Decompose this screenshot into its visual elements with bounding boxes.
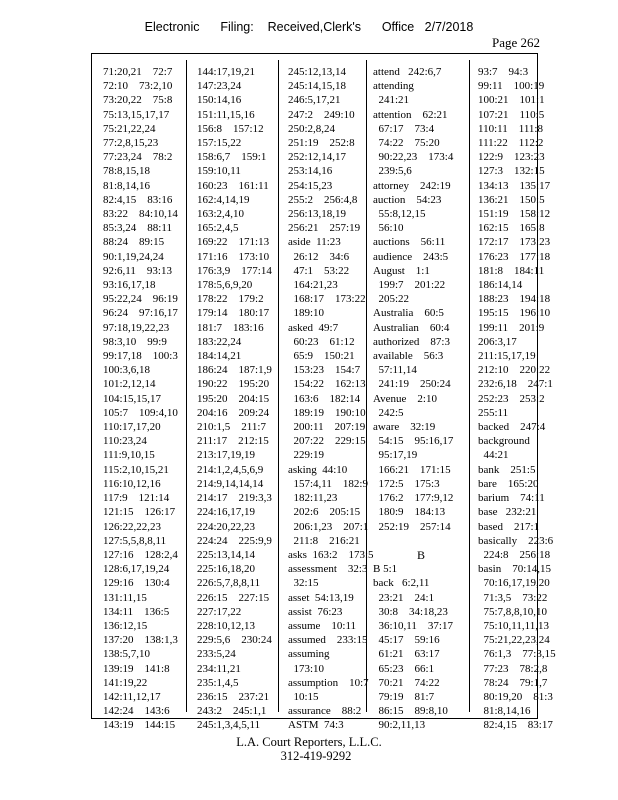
index-entry: 80:19,20 81:3 (478, 690, 553, 703)
index-entry: 90:2,11,13 (373, 719, 426, 732)
index-entry: 213:17,19,19 (197, 449, 256, 462)
index-entry: assessment 32:3 (288, 563, 368, 576)
index-entry: 206:1,23 207:1 (288, 520, 369, 533)
index-entry: 179:14 180:17 (197, 307, 270, 320)
index-entry: 186:14,14 (478, 279, 523, 292)
index-column-5 (478, 65, 556, 732)
index-entry: 211:15,17,19 (478, 350, 536, 363)
index-entry: 81:8,14,16 (103, 179, 151, 192)
index-entry: 110:17,17,20 (103, 421, 161, 434)
column-divider (278, 60, 279, 712)
index-entry: 189:10 (288, 307, 325, 320)
index-entry: 55:8,12,15 (373, 208, 426, 221)
index-entry: 36:10,11 37:17 (373, 619, 453, 632)
index-entry: 110:23,24 (103, 435, 147, 448)
index-entry: based 217:1 (478, 520, 540, 533)
index-entry: 54:15 95:16,17 (373, 435, 454, 448)
index-entry: asking 44:10 (288, 463, 348, 476)
index-column-1 (103, 65, 183, 732)
index-column-4 (373, 65, 469, 732)
index-entry: 76:1,3 77:3,15 (478, 648, 556, 661)
index-entry: 57:11,14 (373, 364, 417, 377)
index-entry: 178:5,6,9,20 (197, 279, 253, 292)
index-entry: 44:21 (478, 449, 509, 462)
index-entry: 99:11 100:19 (478, 80, 545, 93)
index-entry: 245:12,13,14 (288, 66, 347, 78)
index-entry: 206:3,17 (478, 335, 517, 348)
index-entry: 172:17 173:23 (478, 236, 551, 249)
index-entry: 157:4,11 182:9 (288, 477, 368, 490)
index-entry: 142:24 143:6 (103, 705, 170, 718)
index-entry: 172:5 175:3 (373, 477, 440, 490)
index-column-2 (197, 65, 277, 732)
footer (0, 735, 618, 763)
index-entry: available 56:3 (373, 350, 444, 363)
index-entry: 214:9,14,14,14 (197, 477, 264, 490)
index-entry: 207:22 229:15 (288, 435, 366, 448)
index-entry: 225:13,14,14 (197, 548, 256, 561)
index-entry: 168:17 173:22 (288, 293, 366, 306)
index-entry: 245:1,3,4,5,11 (197, 719, 261, 732)
index-entry: 224:24 225:9,9 (197, 534, 272, 547)
index-entry: 184:14,21 (197, 350, 242, 363)
index-entry: 232:6,18 247:1 (478, 378, 553, 391)
index-entry: background (478, 435, 530, 448)
index-entry: 245:14,15,18 (288, 80, 347, 93)
index-entry: 47:1 53:22 (288, 264, 350, 277)
index-entry: audience 243:5 (373, 250, 449, 263)
index-entry: 77:23,24 78:2 (103, 151, 173, 164)
index-entry: 71:3,5 73:22 (478, 591, 548, 604)
index-entry: 157:15,22 (197, 137, 242, 150)
index-entry: 241:19 250:24 (373, 378, 451, 391)
index-entry: 242:5 (373, 406, 404, 419)
index-entry: B (416, 547, 425, 562)
index-entry: 143:19 144:15 (103, 719, 176, 732)
index-entry: 136:12,15 (103, 619, 148, 632)
index-entry: 78:24 79:1,7 (478, 676, 548, 689)
index-entry: 81:8,14,16 (478, 705, 531, 718)
index-entry: 86:15 89:8,10 (373, 705, 448, 718)
index-entry: 72:10 73:2,10 (103, 80, 173, 93)
index-entry: assurance 88:2 (288, 705, 362, 718)
index-entry: 176:3,9 177:14 (197, 264, 272, 277)
index-entry: asset 54:13,19 (288, 591, 354, 604)
index-entry: 224:20,22,23 (197, 520, 256, 533)
index-entry: attend 242:6,7 (373, 66, 442, 78)
index-entry: 236:15 237:21 (197, 690, 270, 703)
index-entry: 115:2,10,15,21 (103, 463, 169, 476)
index-entry: Avenue 2:10 (373, 392, 437, 405)
index-entry: 195:20 204:15 (197, 392, 270, 405)
index-entry: 122:9 123:23 (478, 151, 545, 164)
index-entry: 82:4,15 83:16 (103, 193, 173, 206)
column-divider (469, 60, 470, 712)
index-entry: 163:6 182:14 (288, 392, 361, 405)
index-entry: 74:22 75:20 (373, 137, 440, 150)
index-entry (373, 534, 469, 548)
index-entry: 205:22 (373, 293, 410, 306)
index-entry: 241:21 (373, 94, 410, 107)
index-entry: 158:6,7 159:1 (197, 151, 267, 164)
index-entry: 79:19 81:7 (373, 690, 435, 703)
index-entry: 144:17,19,21 (197, 66, 256, 78)
index-entry: 99:17,18 100:3 (103, 350, 178, 363)
index-entry: 85:3,24 88:11 (103, 222, 172, 235)
index-entry: asks 163:2 173:5 (288, 548, 374, 561)
index-entry: 61:21 63:17 (373, 648, 440, 661)
index-entry: 93:16,17,18 (103, 279, 156, 292)
index-entry: assume 10:11 (288, 619, 357, 632)
index-entry: aside 11:23 (288, 236, 341, 249)
index-entry: 92:6,11 93:13 (103, 264, 172, 277)
column-divider (366, 60, 367, 712)
index-entry: basically 223:6 (478, 534, 554, 547)
index-entry: 111:9,10,15 (103, 449, 155, 462)
index-entry: asked 49:7 (288, 321, 339, 334)
index-entry: 45:17 59:16 (373, 634, 440, 647)
index-entry: 190:22 195:20 (197, 378, 270, 391)
index-entry: 60:23 61:12 (288, 335, 355, 348)
index-entry: 70:16,17,19,20 (478, 577, 550, 590)
index-entry: 65:9 150:21 (288, 350, 355, 363)
index-entry: 235:1,4,5 (197, 676, 239, 689)
index-entry: 88:24 89:15 (103, 236, 165, 249)
index-entry: 159:10,11 (197, 165, 241, 178)
index-entry: 169:22 171:13 (197, 236, 270, 249)
column-divider (186, 60, 187, 712)
index-entry: attention 62:21 (373, 108, 448, 121)
index-entry: 26:12 34:6 (288, 250, 350, 263)
index-entry: 199:11 201:9 (478, 321, 545, 334)
index-entry: 127:3 132:15 (478, 165, 545, 178)
index-entry: 136:21 150:5 (478, 193, 545, 206)
index-entry: 142:11,12,17 (103, 690, 161, 703)
index-entry: 153:23 154:7 (288, 364, 361, 377)
index-entry: 225:16,18,20 (197, 563, 256, 576)
index-entry: 165:2,4,5 (197, 222, 239, 235)
index-entry: 127:16 128:2,4 (103, 548, 178, 561)
index-entry: 126:22,22,23 (103, 520, 162, 533)
index-entry: 129:16 130:4 (103, 577, 170, 590)
index-entry: 176:2 177:9,12 (373, 492, 454, 505)
index-entry: 173:10 (288, 662, 325, 675)
index-box (91, 53, 556, 732)
index-entry: 77:23 78:2,8 (478, 662, 548, 675)
index-entry: 224:16,17,19 (197, 506, 256, 519)
index-entry: 100:21 101:1 (478, 94, 545, 107)
index-entry: 154:22 162:13 (288, 378, 366, 391)
index-entry: 189:19 190:10 (288, 406, 366, 419)
index-entry: 181:8 184:11 (478, 264, 545, 277)
index-entry: 164:21,23 (288, 279, 338, 292)
index-entry: 151:19 158:12 (478, 208, 551, 221)
index-entry: 134:11 136:5 (103, 605, 170, 618)
index-entry: 82:4,15 83:17 (478, 719, 553, 732)
index-entry: 75:21,22,23,24 (478, 634, 550, 647)
index-entry: assuming (288, 648, 330, 661)
index-entry: bank 251:5 (478, 463, 536, 476)
index-entry: B 5:1 (373, 563, 398, 576)
page-number: Page 262 (492, 35, 541, 50)
index-entry: backed 247:4 (478, 421, 546, 434)
index-entry: 250:2,8,24 (288, 122, 336, 135)
index-entry: 255:11 (478, 406, 509, 419)
index-entry: 234:11,21 (197, 662, 241, 675)
index-entry: 134:13 135:17 (478, 179, 551, 192)
index-entry: 227:17,22 (197, 605, 242, 618)
index-entry: 252:19 257:14 (373, 520, 451, 533)
index-entry: 229:5,6 230:24 (197, 634, 272, 647)
index-entry: 156:8 157:12 (197, 122, 264, 135)
index-entry: August 1:1 (373, 264, 430, 277)
index-entry: 247:2 249:10 (288, 108, 355, 121)
index-entry: 239:5,6 (373, 165, 412, 178)
index-entry: 97:18,19,22,23 (103, 321, 170, 334)
index-entry: 178:22 179:2 (197, 293, 264, 306)
index-entry: 117:9 121:14 (103, 492, 170, 505)
index-entry: 100:3,6,18 (103, 364, 151, 377)
index-entry: 211:17 212:15 (197, 435, 269, 448)
index-entry: 252:12,14,17 (288, 151, 347, 164)
index-entry: 252:23 253:2 (478, 392, 545, 405)
index-entry: 224:8 256:18 (478, 548, 551, 561)
index-entry: 180:9 184:13 (373, 506, 446, 519)
index-entry: 104:15,15,17 (103, 392, 162, 405)
index-entry: 226:15 227:15 (197, 591, 270, 604)
index-entry: 214:17 219:3,3 (197, 492, 272, 505)
index-entry: 211:8 216:21 (288, 534, 360, 547)
index-entry: 229:19 (288, 449, 325, 462)
index-entry: 128:6,17,19,24 (103, 563, 170, 576)
index-entry: 110:11 111:8 (478, 122, 543, 135)
index-entry: 75:10,11,11,13 (478, 619, 549, 632)
index-entry: bare 165:20 (478, 477, 539, 490)
index-entry: 121:15 126:17 (103, 506, 176, 519)
index-entry: 199:7 201:22 (373, 279, 446, 292)
index-entry: 65:23 66:1 (373, 662, 435, 675)
index-entry: assist 76:23 (288, 605, 343, 618)
index-entry: 71:20,21 72:7 (103, 66, 173, 78)
index-entry: ASTM 74:3 (288, 719, 344, 732)
index-entry: 210:1,5 211:7 (197, 421, 266, 434)
index-entry: auctions 56:11 (373, 236, 446, 249)
index-entry: 67:17 73:4 (373, 122, 435, 135)
index-entry: 23:21 24:1 (373, 591, 435, 604)
index-entry: 228:10,12,13 (197, 619, 256, 632)
index-entry: 127:5,5,8,8,11 (103, 534, 167, 547)
index-entry: 32:15 (288, 577, 319, 590)
index-entry: 105:7 109:4,10 (103, 406, 178, 419)
index-entry: 56:10 (373, 222, 404, 235)
index-entry: 182:11,23 (288, 492, 338, 505)
index-entry: 160:23 161:11 (197, 179, 269, 192)
index-entry: 116:10,12,16 (103, 477, 161, 490)
index-entry: 90:22,23 173:4 (373, 151, 454, 164)
index-entry: 96:24 97:16,17 (103, 307, 178, 320)
index-entry: 256:21 257:19 (288, 222, 361, 235)
index-entry: Australian 60:4 (373, 321, 450, 334)
index-entry: aware 32:19 (373, 421, 436, 434)
index-entry: 162:4,14,19 (197, 193, 250, 206)
index-entry: 107:21 110:5 (478, 108, 545, 121)
index-entry: 131:11,15 (103, 591, 147, 604)
index-entry: 195:15 196:10 (478, 307, 551, 320)
index-entry: 254:15,23 (288, 179, 333, 192)
index-entry: 150:14,16 (197, 94, 242, 107)
index-entry: 95:22,24 96:19 (103, 293, 178, 306)
index-entry: 141:19,22 (103, 676, 148, 689)
index-entry: 75:21,22,24 (103, 122, 156, 135)
index-entry: 75:13,15,17,17 (103, 108, 170, 121)
index-entry: Australia 60:5 (373, 307, 444, 320)
index-entry: 78:8,15,18 (103, 165, 151, 178)
index-entry: 98:3,10 99:9 (103, 335, 167, 348)
index-entry: 83:22 84:10,14 (103, 208, 178, 221)
index-entry: 30:8 34:18,23 (373, 605, 448, 618)
index-entry: 246:5,17,21 (288, 94, 341, 107)
index-entry: 256:13,18,19 (288, 208, 347, 221)
filing-stamp: Electronic Filing: Received,Clerk's Office 2/7/2018 (144, 20, 474, 34)
index-entry: 101:2,12,14 (103, 378, 156, 391)
index-entry: barium 74:11 (478, 492, 545, 505)
index-entry: basin 70:14,15 (478, 563, 552, 576)
index-entry: authorized 87:3 (373, 335, 450, 348)
index-entry: 171:16 173:10 (197, 250, 270, 263)
index-entry: 75:7,8,8,10,10 (478, 605, 548, 618)
index-entry: attorney 242:19 (373, 179, 451, 192)
index-entry: 137:20 138:1,3 (103, 634, 178, 647)
index-entry: 90:1,19,24,24 (103, 250, 164, 263)
index-entry: 163:2,4,10 (197, 208, 245, 221)
index-entry: 181:7 183:16 (197, 321, 264, 334)
index-entry: 212:10 220:22 (478, 364, 551, 377)
index-entry: 226:5,7,8,8,11 (197, 577, 261, 590)
index-entry: 138:5,7,10 (103, 648, 151, 661)
index-entry: 111:22 112:2 (478, 137, 544, 150)
index-entry: 243:2 245:1,1 (197, 705, 267, 718)
index-entry: auction 54:23 (373, 193, 442, 206)
index-entry: 139:19 141:8 (103, 662, 170, 675)
index-entry: base 232:21 (478, 506, 537, 519)
index-entry: 77:2,8,15,23 (103, 137, 159, 150)
index-entry: attending (373, 80, 414, 93)
index-entry: assumed 233:15 (288, 634, 368, 647)
index-entry: 186:24 187:1,9 (197, 364, 272, 377)
index-entry: 73:20,22 75:8 (103, 94, 173, 107)
index-entry: 166:21 171:15 (373, 463, 451, 476)
index-entry: 188:23 194:18 (478, 293, 551, 306)
index-entry: 162:15 165:8 (478, 222, 545, 235)
index-entry: 95:17,19 (373, 449, 418, 462)
index-entry: 176:23 177:18 (478, 250, 551, 263)
index-entry: 147:23,24 (197, 80, 242, 93)
footer-company: L.A. Court Reporters, L.L.C. (236, 735, 382, 749)
index-entry: 202:6 205:15 (288, 506, 361, 519)
footer-phone: 312-419-9292 (280, 749, 352, 763)
index-entry: 93:7 94:3 (478, 66, 529, 78)
index-entry: assumption 10:7 (288, 676, 369, 689)
index-entry: 200:11 207:19 (288, 421, 366, 434)
index-entry: 251:19 252:8 (288, 137, 355, 150)
index-entry: 204:16 209:24 (197, 406, 270, 419)
index-entry: 151:11,15,16 (197, 108, 255, 121)
index-entry: 253:14,16 (288, 165, 333, 178)
index-entry: 10:15 (288, 690, 319, 703)
index-entry: 255:2 256:4,8 (288, 193, 358, 206)
index-entry: 70:21 74:22 (373, 676, 440, 689)
index-entry: 183:22,24 (197, 335, 242, 348)
index-column-3 (288, 65, 374, 732)
index-entry: 233:5,24 (197, 648, 236, 661)
index-entry: 214:1,2,4,5,6,9 (197, 463, 264, 476)
index-entry: back 6:2,11 (373, 577, 430, 590)
